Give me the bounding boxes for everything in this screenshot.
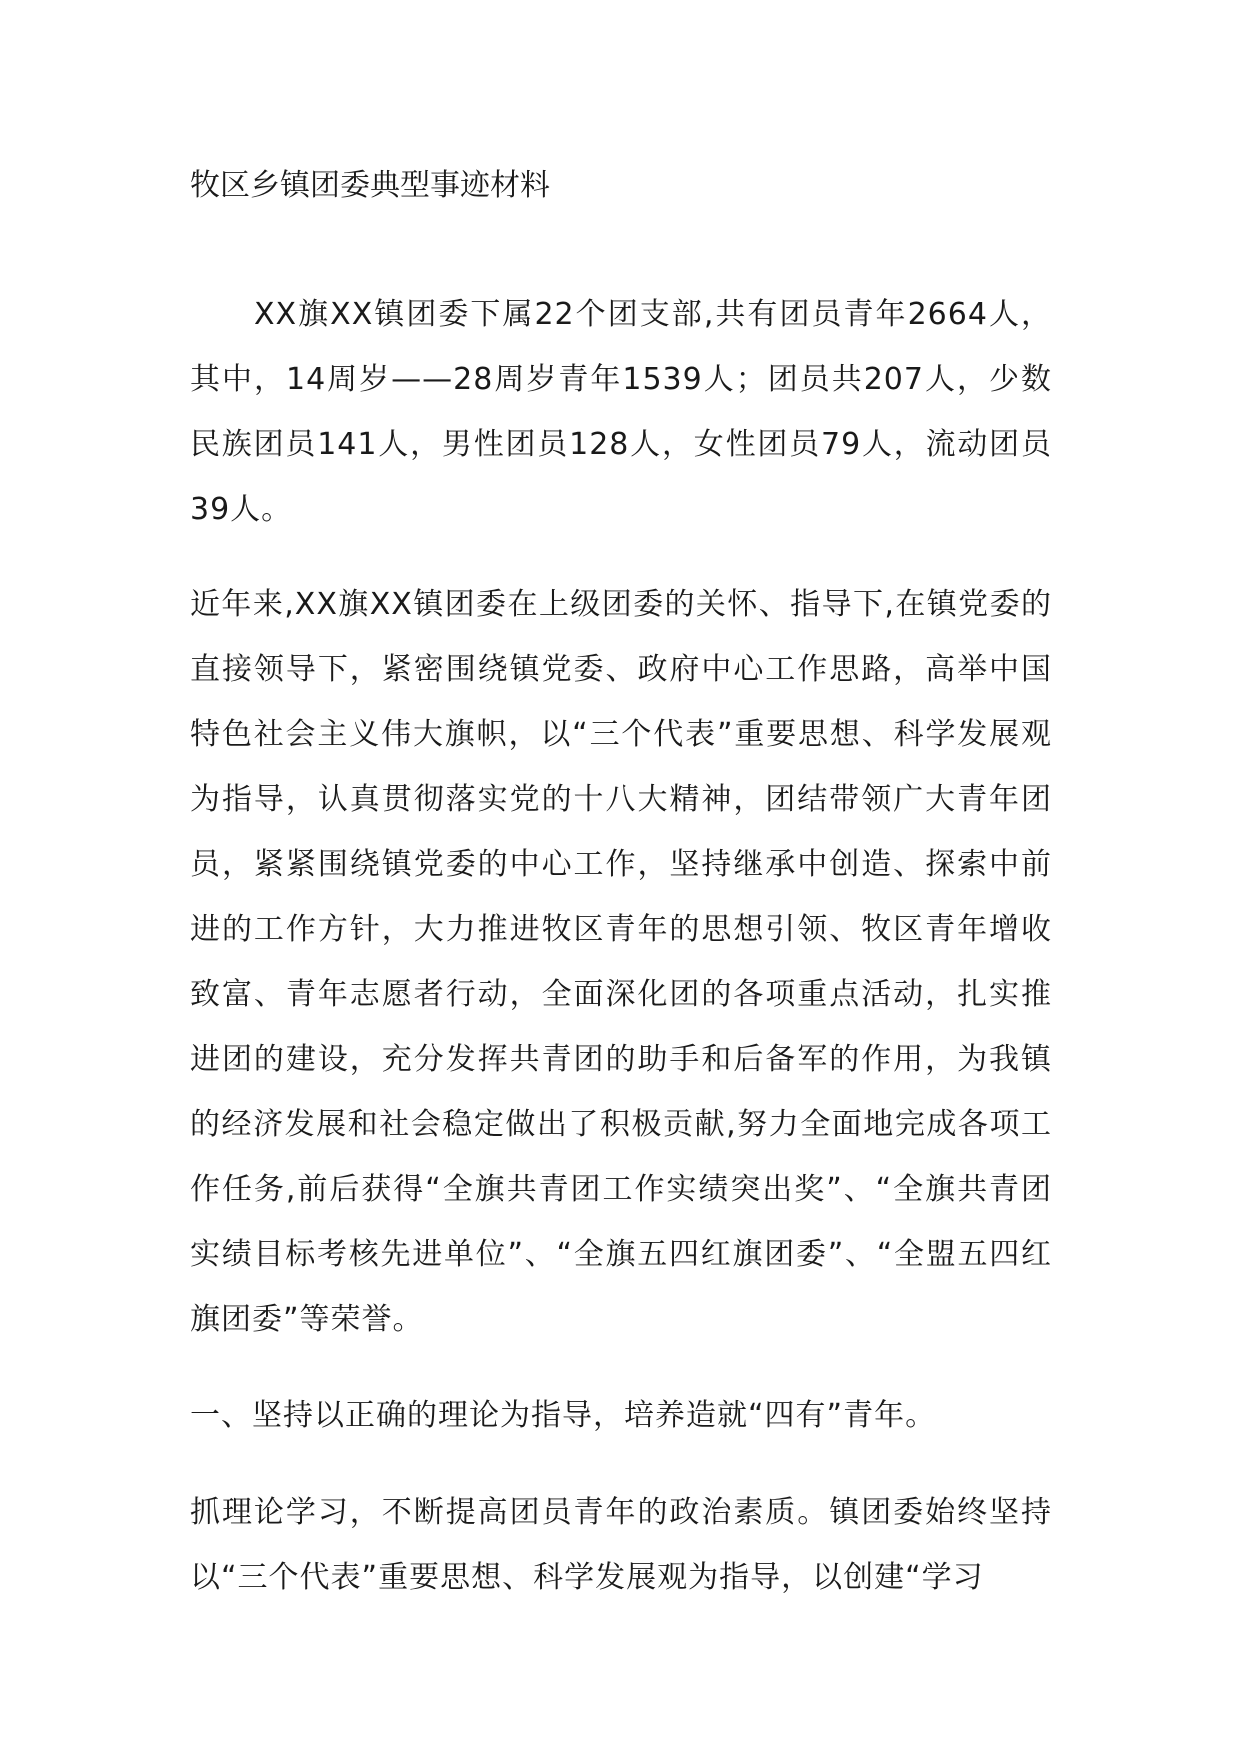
document-title: 牧区乡镇团委典型事迹材料 <box>190 168 550 203</box>
paragraph-membership-stats: XX旗XX镇团委下属22个团支部,共有团员青年2664人，其中，14周岁——28周岁青年1539人；团员共207人，少数民族团员141人，男性团员128人，女性团员79人，流动团员39人。 <box>190 297 1052 527</box>
paragraph-theory-study: 抓理论学习，不断提高团员青年的政治素质。镇团委始终坚持以“三个代表”重要思想、科学发展观为指导，以创建“学习 <box>190 1495 1052 1595</box>
section-heading-1: 一、坚持以正确的理论为指导，培养造就“四有”青年。 <box>190 1398 937 1433</box>
paragraph-achievements: 近年来,XX旗XX镇团委在上级团委的关怀、指导下,在镇党委的直接领导下，紧密围绕镇党委、政府中心工作思路，高举中国特色社会主义伟大旗帜，以“三个代表”重要思想、科学发展观为指导，认真贯彻落实党的十八大精神，团结带领广大青年团员，紧紧围绕镇党委的中心工作，坚持继承中创造、探索中前进的工作方针，大力推进牧区青年的思想引领、牧区青年增收致富、青年志愿者行动，全面深化团的各项重点活动，扎实推进团的建设，充分发挥共青团的助手和后备军的作用，为我镇的经济发展和社会稳定做出了积极贡献,努力全面地完成各项工作任务,前后获得“全旗共青团工作实绩突出奖”、“全旗共青团实绩目标考核先进单位”、“全旗五四红旗团委”、“全盟五四红旗团委”等荣誉。 <box>190 587 1052 1337</box>
